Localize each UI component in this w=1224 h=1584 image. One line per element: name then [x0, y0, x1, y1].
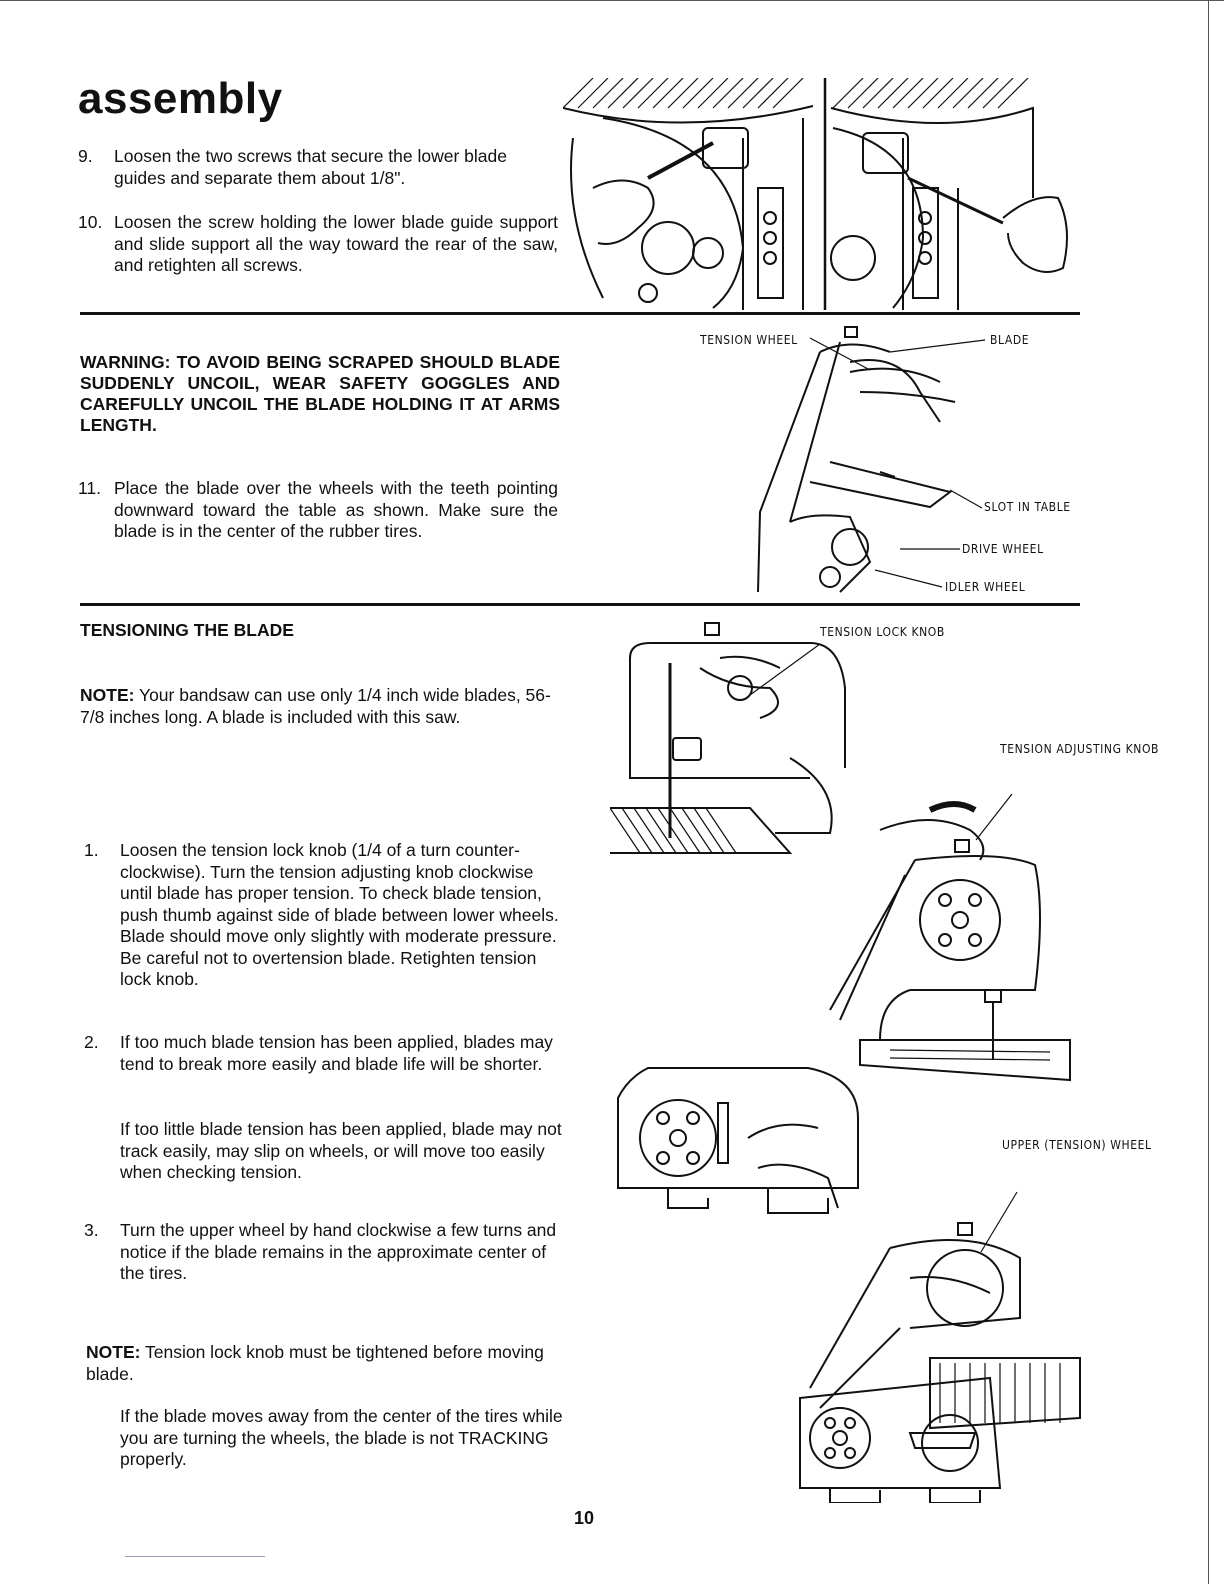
step-text: Turn the upper wheel by hand clockwise a few turns and notice if the blade remains in the approximate center of the tires. [120, 1220, 557, 1283]
step-number: 1. [84, 840, 99, 860]
step-text: Loosen the tension lock knob (1/4 of a turn counter-clockwise). Turn the tension adjusting knob clockwise until blade has proper tension. To check blade tension, push thumb against side of blade between lower wheels. Blade should move only slightly with moderate pressure. Be careful not to overtension blade. Retighten tension lock knob. [120, 840, 559, 989]
page-title: assembly [78, 74, 283, 123]
page-top-border [0, 0, 1224, 1]
step-number: 9. [78, 146, 93, 166]
page-right-border [1208, 0, 1209, 1584]
upper-tension-wheel-leader [975, 1188, 1025, 1258]
tension-step-2b [84, 1119, 564, 1184]
step-text: Place the blade over the wheels with the teeth pointing downward toward the table as shown. Make sure the blade is in the center of the rubber tires. [114, 478, 558, 541]
label-tension-adjusting-knob: TENSION ADJUSTING KNOB [1000, 742, 1160, 756]
step-11 [78, 478, 558, 543]
note-blade-size [80, 685, 560, 728]
tension-adjusting-knob-illustration [820, 790, 1080, 1090]
step-text: If too much blade tension has been applied, blades may tend to break more easily and blade life will be shorter. [120, 1032, 553, 1074]
step-text: Loosen the two screws that secure the lower blade guides and separate them about 1/8". [114, 146, 507, 188]
label-blade: BLADE [990, 333, 1030, 347]
label-tension-lock-knob: TENSION LOCK KNOB [820, 625, 945, 639]
note-label: NOTE: [86, 1342, 141, 1362]
tension-lock-knob-leader [740, 640, 830, 700]
lower-blade-guide-illustration [563, 78, 1073, 310]
upper-tension-wheel-illustration [790, 1218, 1088, 1503]
scan-artifact-line [125, 1556, 265, 1557]
step-9 [78, 146, 558, 189]
label-idler-wheel: IDLER WHEEL [945, 580, 1026, 594]
label-tension-wheel: TENSION WHEEL [700, 333, 798, 347]
figure-2-leader-lines [790, 330, 990, 595]
page-number: 10 [574, 1508, 595, 1528]
tension-step-3 [84, 1220, 564, 1285]
note-text: Tension lock knob must be tightened before moving blade. [86, 1342, 544, 1384]
step-number: 2. [84, 1032, 99, 1052]
lower-wheel-housing-illustration [608, 1058, 866, 1223]
tension-adjusting-knob-leader [968, 790, 1018, 845]
section-divider [80, 312, 1080, 315]
tension-step-2 [84, 1032, 564, 1075]
label-slot-in-table: SLOT IN TABLE [984, 500, 1071, 514]
step-text: Loosen the screw holding the lower blade guide support and slide support all the way toward the rear of the saw, and retighten all screws. [114, 212, 558, 275]
warning-text: WARNING: TO AVOID BEING SCRAPED SHOULD BLADE SUDDENLY UNCOIL, WEAR SAFETY GOGGLES AND CAREFULLY UNCOIL THE BLADE HOLDING IT AT ARMS LENGTH. [80, 352, 560, 435]
label-drive-wheel: DRIVE WHEEL [962, 542, 1044, 556]
step-number: 3. [84, 1220, 99, 1240]
step-number: 10. [78, 212, 103, 232]
step-10 [78, 212, 558, 277]
step-text: If too little blade tension has been applied, blade may not track easily, may slip on wheels, or will move too easily when checking tension. [120, 1119, 562, 1182]
tracking-text: If the blade moves away from the center of the tires while you are turning the wheels, the blade is not TRACKING properly. [120, 1406, 563, 1469]
section-heading: TENSIONING THE BLADE [80, 620, 294, 640]
section-divider [80, 603, 1080, 606]
note-text: Your bandsaw can use only 1/4 inch wide blades, 56-7/8 inches long. A blade is included with this saw. [80, 685, 551, 727]
note-lock-knob [86, 1342, 566, 1385]
note-label: NOTE: [80, 685, 135, 705]
tension-step-1 [84, 840, 564, 991]
step-number: 11. [78, 478, 102, 498]
label-upper-tension-wheel: UPPER (TENSION) WHEEL [1002, 1138, 1152, 1152]
